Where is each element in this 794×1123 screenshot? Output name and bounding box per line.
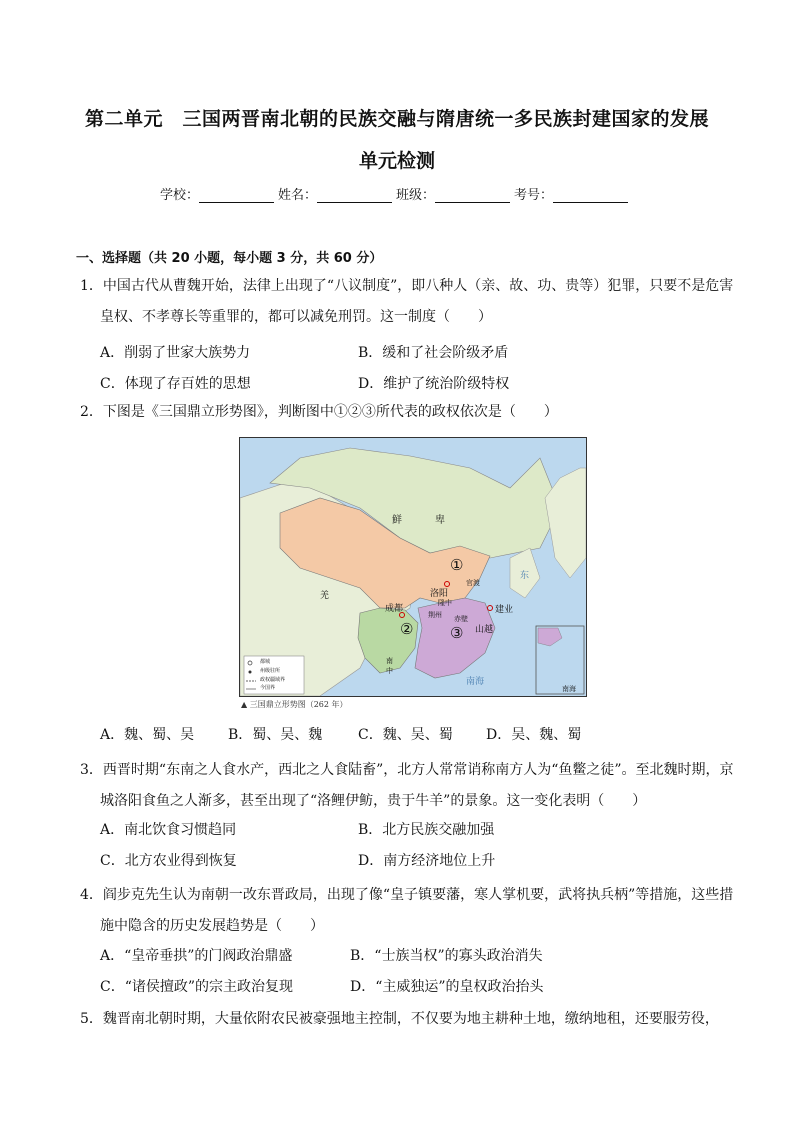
map-label: 建业 bbox=[495, 605, 514, 615]
option-c[interactable]: C．“诸侯擅政”的宗主政治复现 bbox=[100, 979, 294, 995]
map-label: 南海 bbox=[562, 685, 576, 693]
class-field[interactable] bbox=[435, 188, 510, 203]
circle-1-label: ① bbox=[450, 556, 464, 574]
question-number: 2． bbox=[80, 404, 103, 420]
option-d[interactable]: D．吴、魏、蜀 bbox=[486, 727, 582, 743]
option-b[interactable]: B．北方民族交融加强 bbox=[358, 822, 495, 838]
name-label: 姓名： bbox=[278, 188, 318, 203]
question-number: 3． bbox=[80, 762, 103, 778]
map-label: 官渡 bbox=[466, 579, 480, 587]
map-label: 赤壁 bbox=[454, 615, 468, 623]
option-d[interactable]: D．“主威独运”的皇权政治抬头 bbox=[350, 979, 544, 995]
question-number: 1． bbox=[80, 278, 103, 294]
question-text-line: 皇权、不孝尊长等重罪的，都可以减免刑罚。这一制度（ ） bbox=[100, 309, 492, 325]
map-label: 洛阳 bbox=[430, 589, 449, 599]
question-text-line: 施中隐含的历史发展趋势是（ ） bbox=[100, 918, 324, 934]
option-a[interactable]: A．“皇帝垂拱”的门阀政治鼎盛 bbox=[100, 948, 293, 964]
option-c[interactable]: C．体现了存百姓的思想 bbox=[100, 376, 251, 392]
question-number: 5． bbox=[80, 1011, 103, 1027]
page-title: 第二单元 三国两晋南北朝的民族交融与隋唐统一多民族封建国家的发展 bbox=[84, 108, 709, 130]
class-label: 班级： bbox=[396, 188, 436, 203]
map-label: 隆中 bbox=[438, 599, 452, 607]
option-b[interactable]: B．“士族当权”的寡头政治消失 bbox=[350, 948, 543, 964]
map-label: 荆州 bbox=[428, 611, 442, 619]
question-4 bbox=[80, 880, 734, 942]
legend-label: 今国界 bbox=[260, 685, 276, 691]
map-label: 东 bbox=[520, 571, 530, 581]
student-info-row bbox=[160, 184, 632, 203]
map-label: 南海 bbox=[466, 677, 485, 687]
option-c[interactable]: C．北方农业得到恢复 bbox=[100, 853, 237, 869]
circle-3-label: ③ bbox=[450, 624, 464, 642]
question-text-line: 魏晋南北朝时期，大量依附农民被豪强地主控制，不仅要为地主耕种土地，缴纳地租，还要服劳役， bbox=[102, 1011, 719, 1027]
legend-label: 政权疆域界 bbox=[260, 677, 286, 683]
question-2 bbox=[80, 397, 730, 428]
option-a[interactable]: A．南北饮食习惯趋同 bbox=[100, 822, 237, 838]
exam-number-field[interactable] bbox=[553, 188, 628, 203]
question-1 bbox=[80, 271, 734, 333]
legend-label: 州级驻所 bbox=[260, 668, 281, 674]
section-heading: 一、选择题（共 20 小题，每小题 3 分，共 60 分） bbox=[76, 251, 383, 266]
three-kingdoms-map bbox=[239, 437, 587, 697]
option-d[interactable]: D．南方经济地位上升 bbox=[358, 853, 496, 869]
map-label: 羌 bbox=[320, 591, 330, 601]
question-3 bbox=[80, 755, 734, 817]
option-c[interactable]: C．魏、吴、蜀 bbox=[358, 727, 453, 743]
map-caption: ▲ 三国鼎立形势图（262 年） bbox=[241, 700, 348, 709]
circle-2-label: ② bbox=[400, 620, 414, 638]
option-a[interactable]: A．削弱了世家大族势力 bbox=[100, 345, 251, 361]
map-label: 山越 bbox=[475, 625, 494, 635]
option-d[interactable]: D．维护了统治阶级特权 bbox=[358, 376, 510, 392]
question-number: 4． bbox=[80, 887, 103, 903]
map-label: 中 bbox=[386, 667, 393, 675]
name-field[interactable] bbox=[317, 188, 392, 203]
question-text-line: 下图是《三国鼎立形势图》，判断图中①②③所代表的政权依次是（ ） bbox=[102, 404, 558, 420]
question-text-line: 西晋时期“东南之人食水产，西北之人食陆畜”，北方人常常诮称南方人为“鱼鳖之徒”。至北魏时期，京 bbox=[102, 762, 734, 778]
map-label: 鲜 bbox=[392, 515, 402, 526]
map-label: 南 bbox=[386, 657, 393, 665]
school-label: 学校： bbox=[160, 188, 200, 203]
page-subtitle: 单元检测 bbox=[358, 150, 435, 172]
option-b[interactable]: B．蜀、吴、魏 bbox=[228, 727, 323, 743]
exam-number-label: 考号： bbox=[514, 188, 554, 203]
legend-label: 都城 bbox=[260, 659, 271, 665]
school-field[interactable] bbox=[199, 188, 274, 203]
option-b[interactable]: B．缓和了社会阶级矛盾 bbox=[358, 345, 509, 361]
question-text-line: 城洛阳食鱼之人渐多，甚至出现了“洛鲤伊鲂，贵于牛羊”的景象。这一变化表明（ ） bbox=[100, 793, 647, 809]
question-text-line: 中国古代从曹魏开始，法律上出现了“八议制度”，即八种人（亲、故、功、贵等）犯罪，只要不是危害 bbox=[102, 278, 734, 294]
question-5 bbox=[80, 1004, 730, 1035]
question-text-line: 阎步克先生认为南朝一改东晋政局，出现了像“皇子镇要藩，寒人掌机要，武将执兵柄”等措施，这些措 bbox=[102, 887, 734, 903]
map-label: 卑 bbox=[435, 515, 445, 526]
option-a[interactable]: A．魏、蜀、吴 bbox=[100, 727, 195, 743]
map-label: 成都 bbox=[385, 604, 404, 614]
